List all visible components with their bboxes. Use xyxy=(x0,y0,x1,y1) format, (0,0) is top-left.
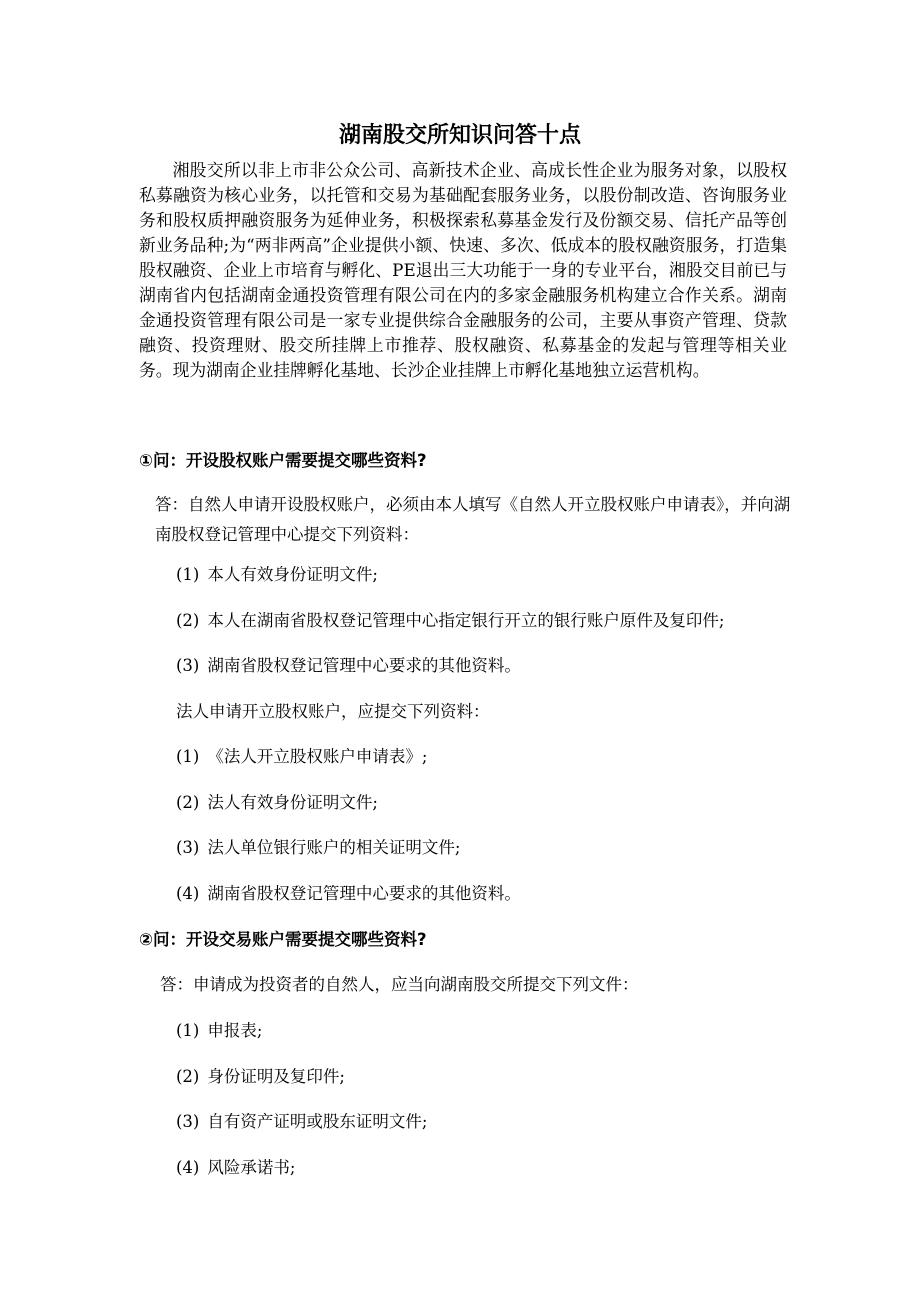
list-item xyxy=(176,1111,427,1133)
list-item-text: 申报表; xyxy=(207,1021,263,1040)
list-item-text: 本人有效身份证明文件; xyxy=(207,565,378,584)
list-item-number: (3) xyxy=(176,1112,200,1131)
list-item-text: 风险承诺书; xyxy=(207,1158,296,1177)
list-item xyxy=(176,792,378,814)
list-item xyxy=(176,1066,345,1088)
list-item xyxy=(176,564,378,586)
list-item-text: 法人单位银行账户的相关证明文件; xyxy=(207,838,461,857)
list-item xyxy=(176,1020,262,1042)
list-item xyxy=(176,610,724,632)
list-item-text: 湖南省股权登记管理中心要求的其他资料。 xyxy=(207,884,521,903)
answer-2: 答：申请成为投资者的自然人，应当向湖南股交所提交下列文件： xyxy=(160,975,639,994)
list-item-number: (2) xyxy=(176,793,200,812)
list-item-text: 《法人开立股权账户申请表》; xyxy=(207,747,428,766)
answer-1: 答：自然人申请开设股权账户，必须由本人填写《自然人开立股权账户申请表》，并向湖南股权登记管理中心提交下列资料： xyxy=(155,495,791,544)
list-item-number: (4) xyxy=(176,884,200,903)
list-item-number: (3) xyxy=(176,838,200,857)
legal-intro: 法人申请开立股权账户，应提交下列资料： xyxy=(176,702,490,721)
list-item-number: (3) xyxy=(176,656,200,675)
list-item-text: 法人有效身份证明文件; xyxy=(207,793,378,812)
list-item-number: (2) xyxy=(176,1067,200,1086)
list-item-text: 湖南省股权登记管理中心要求的其他资料。 xyxy=(207,656,521,675)
question-1: ①问：开设股权账户需要提交哪些资料? xyxy=(139,451,427,470)
question-2: ②问：开设交易账户需要提交哪些资料? xyxy=(139,930,427,949)
list-item xyxy=(176,837,460,859)
list-item xyxy=(176,1157,295,1179)
list-item-text: 本人在湖南省股权登记管理中心指定银行开立的银行账户原件及复印件; xyxy=(207,611,725,630)
list-item-number: (1) xyxy=(176,565,200,584)
list-item-number: (2) xyxy=(176,611,200,630)
list-item xyxy=(176,655,521,677)
intro-paragraph: 湘股交所以非上市非公众公司、高新技术企业、高成长性企业为服务对象，以股权私募融资为核心业务，以托管和交易为基础配套服务业务，以股份制改造、咨询服务业务和股权质押融资服务为延伸业务，积极探索私募基金发行及份额交易、信托产品等创新业务品种;为“两非两高”企业提供小额、快速、多次、低成本的股权融资服务，打造集股权融资、企业上市培育与孵化、PE退出三大功能于一身的专业平台，湘股交目前已与湖南省内包括湖南金通投资管理有限公司在内的多家金融服务机构建立合作关系。湖南金通投资管理有限公司是一家专业提供综合金融服务的公司，主要从事资产管理、贷款融资、投资理财、股交所挂牌上市推荐、股权融资、私募基金的发起与管理等相关业务。现为湖南企业挂牌孵化基地、长沙企业挂牌上市孵化基地独立运营机构。 xyxy=(139,160,787,380)
document-title: 湖南股交所知识问答十点 xyxy=(338,123,581,148)
list-item-number: (1) xyxy=(176,1021,200,1040)
list-item xyxy=(176,883,521,905)
list-item-number: (1) xyxy=(176,747,200,766)
list-item-text: 身份证明及复印件; xyxy=(207,1067,345,1086)
list-item-number: (4) xyxy=(176,1158,200,1177)
list-item xyxy=(176,746,427,768)
list-item-text: 自有资产证明或股东证明文件; xyxy=(207,1112,428,1131)
